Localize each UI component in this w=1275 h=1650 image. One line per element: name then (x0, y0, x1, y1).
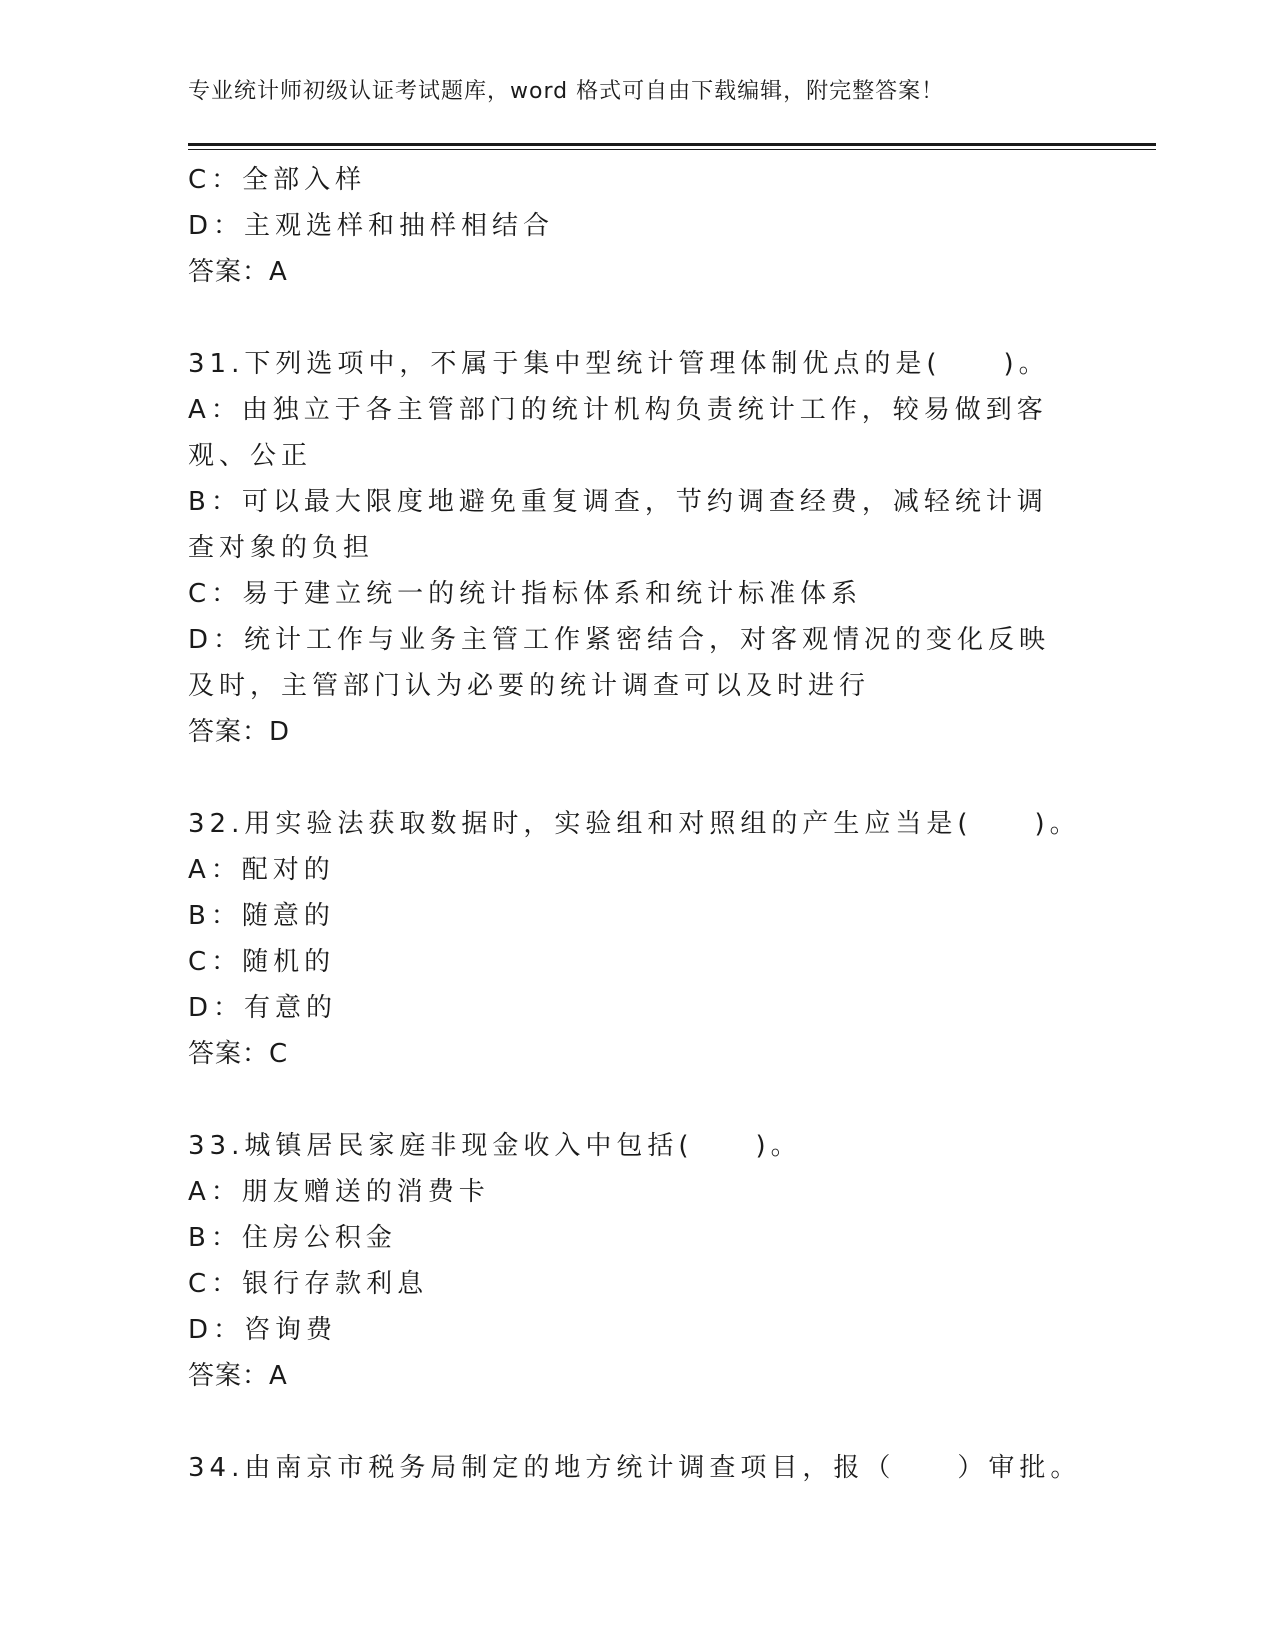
question-32 (188, 801, 1081, 1077)
question-stem: 32.用实验法获取数据时，实验组和对照组的产生应当是( )。 (188, 809, 1081, 839)
option-b: B：可以最大限度地避免重复调查，节约调查经费，减轻统计调查对象的负担 (188, 487, 1048, 563)
prev-question-tail (188, 157, 1078, 295)
option-d: D：咨询费 (188, 1315, 338, 1345)
option-a: A：由独立于各主管部门的统计机构负责统计工作，较易做到客观、公正 (188, 395, 1048, 471)
spacer (188, 1399, 1078, 1445)
spacer (188, 1077, 1078, 1123)
option-b: B：随意的 (188, 901, 335, 931)
option-a: A：朋友赠送的消费卡 (188, 1177, 490, 1207)
option-d: D：有意的 (188, 993, 338, 1023)
option-c: C：随机的 (188, 947, 336, 977)
question-34 (188, 1445, 1082, 1491)
option-c: C：全部入样 (188, 165, 367, 195)
question-31 (188, 341, 1078, 755)
header-divider (188, 143, 1156, 150)
option-d: D：统计工作与业务主管工作紧密结合，对客观情况的变化反映及时，主管部门认为必要的统计调查可以及时进行 (188, 625, 1051, 701)
option-a: A：配对的 (188, 855, 335, 885)
answer-line: 答案：A (188, 1361, 288, 1391)
option-c: C：银行存款利息 (188, 1269, 429, 1299)
answer-line: 答案：D (188, 717, 291, 747)
question-33 (188, 1123, 1078, 1399)
answer-line: 答案：C (188, 1039, 289, 1069)
answer-line: 答案：A (188, 257, 288, 287)
option-c: C：易于建立统一的统计指标体系和统计标准体系 (188, 579, 863, 609)
question-stem: 31.下列选项中，不属于集中型统计管理体制优点的是( )。 (188, 349, 1050, 379)
question-stem: 34.由南京市税务局制定的地方统计调查项目，报（ ）审批。 (188, 1453, 1082, 1483)
question-content (188, 157, 1082, 1491)
spacer (188, 295, 1078, 341)
option-d: D：主观选样和抽样相结合 (188, 211, 555, 241)
question-stem: 33.城镇居民家庭非现金收入中包括( )。 (188, 1131, 802, 1161)
spacer (188, 755, 1078, 801)
page-header-title: 专业统计师初级认证考试题库，word 格式可自由下载编辑，附完整答案！ (188, 79, 945, 104)
option-b: B：住房公积金 (188, 1223, 397, 1253)
